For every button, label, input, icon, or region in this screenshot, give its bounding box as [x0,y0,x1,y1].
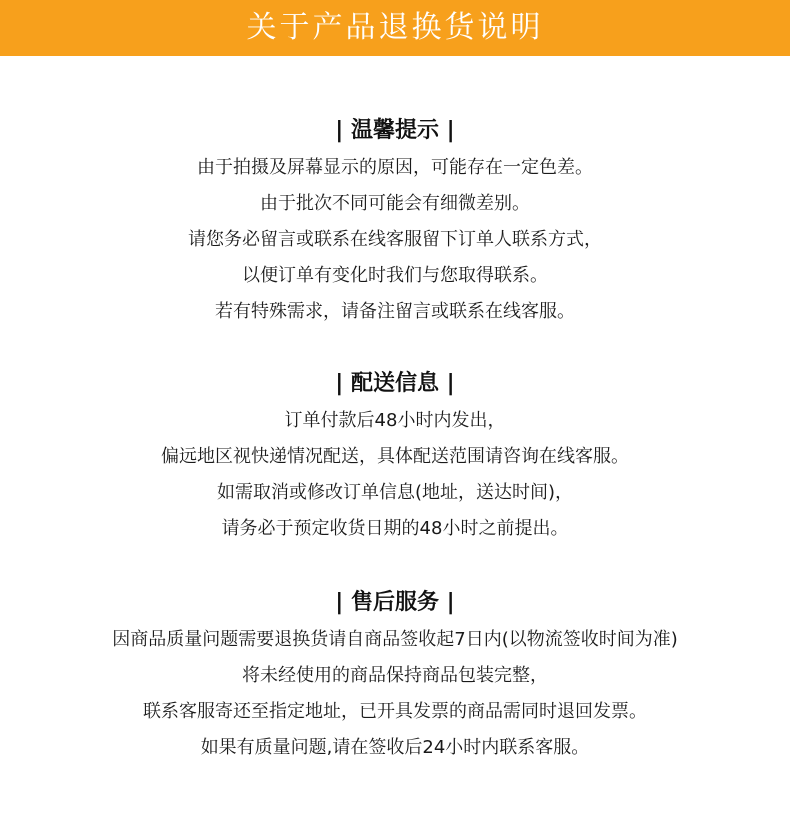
text-line: 因商品质量问题需要退换货请自商品签收起7日内(以物流签收时间为准) [112,629,678,650]
text-line: 如果有质量问题,请在签收后24小时内联系客服。 [200,737,590,758]
text-line: 由于批次不同可能会有细微差别。 [260,193,530,214]
section-delivery-info [0,369,790,547]
text-line: 如需取消或修改订单信息(地址，送达时间)， [216,482,574,503]
text-line: 由于拍摄及屏幕显示的原因，可能存在一定色差。 [197,157,593,178]
text-line: 联系客服寄还至指定地址，已开具发票的商品需同时退回发票。 [143,701,647,722]
section-warm-tips [0,116,790,330]
text-line: 请您务必留言或联系在线客服留下订单人联系方式， [188,229,602,250]
section-after-sales [0,588,790,766]
text-line: 将未经使用的商品保持商品包装完整， [242,665,548,686]
text-line: 请务必于预定收货日期的48小时之前提出。 [221,518,569,539]
page-title: 关于产品退换货说明 [246,10,544,45]
text-line: 若有特殊需求，请备注留言或联系在线客服。 [215,301,575,322]
page-title-banner [0,0,790,56]
section-heading-delivery-info: | 配送信息 | [335,371,455,396]
section-heading-warm-tips: | 温馨提示 | [335,118,455,143]
text-line: 订单付款后48小时内发出， [284,410,506,431]
text-line: 偏远地区视快递情况配送，具体配送范围请咨询在线客服。 [161,446,629,467]
text-line: 以便订单有变化时我们与您取得联系。 [242,265,548,286]
section-heading-after-sales: | 售后服务 | [335,590,455,615]
